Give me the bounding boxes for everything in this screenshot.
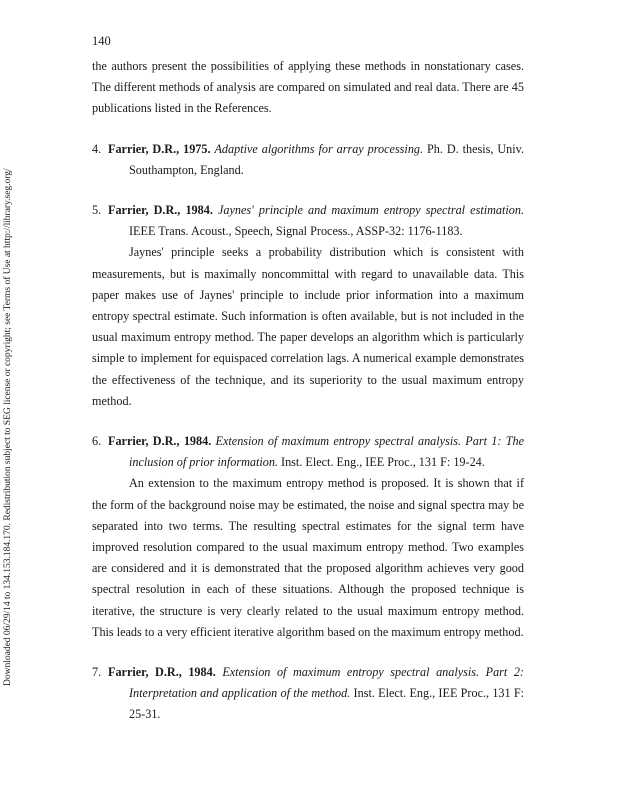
reference-source: IEEE Trans. Acoust., Speech, Signal Process., ASSP-32: 1176-1183. xyxy=(129,224,463,239)
reference-source: Inst. Elect. Eng., IEE Proc., 131 F: 25-31. xyxy=(129,686,525,722)
reference-source: Ph. D. thesis, Univ. Southampton, England. xyxy=(129,141,525,177)
reference-6-abstract: An extension to the maximum entropy method is proposed. It is shown that if the form of the background noise may be estimated, the noise and signal spectra may be separated into two terms. The resulting spectral estimates for the signal term have improved resolution compared to the usual maximum entropy method. Two examples are considered and it is demonstrated that the proposed algorithm achieves very good spectral resolution in each of these situations. Although the proposed technique is iterative, the structure is very clearly related to the usual maximum entropy method. This leads to a very efficient iterative algorithm based on the maximum entropy method. xyxy=(92,476,524,639)
reference-number: 5. xyxy=(92,203,102,218)
reference-5-abstract: Jaynes' principle seeks a probability distribution which is consistent with measurements, but is maximally noncommittal with regard to unavailable data. This paper makes use of Jaynes' principle to include prior information into a maximum entropy spectral estimate. Such information is often available, but is not included in the usual maximum entropy method. The paper develops an algorithm which is particularly simple to implement for equispaced correlation lags. A numerical example demonstrates the effectiveness of the technique, and its superiority to the usual maximum entropy method. xyxy=(92,245,524,408)
reference-source: Inst. Elect. Eng., IEE Proc., 131 F: 19-24. xyxy=(281,455,485,470)
reference-title: Extension of maximum entropy spectral analysis. Part 2: Interpretation and application of the method. xyxy=(129,665,524,701)
reference-author: Farrier, D.R., 1984. xyxy=(108,665,216,680)
reference-author: Farrier, D.R., 1984. xyxy=(108,434,212,449)
reference-7 xyxy=(92,662,524,726)
reference-title: Extension of maximum entropy spectral analysis. Part 1: The inclusion of prior information. xyxy=(129,434,524,470)
download-notice: Downloaded 06/29/14 to 134.153.184.170. Redistribution subject to SEG license or copyright; see Terms of Use at http://library.seg.org/ xyxy=(2,168,13,686)
reference-author: Farrier, D.R., 1984. xyxy=(108,203,213,218)
intro-paragraph: the authors present the possibilities of applying these methods in nonstationary cases. The different methods of analysis are compared on simulated and real data. There are 45 publications listed in the References. xyxy=(92,59,524,116)
reference-title: Adaptive algorithms for array processing. xyxy=(214,141,424,156)
page-number: 140 xyxy=(92,34,111,48)
reference-4 xyxy=(92,139,524,181)
reference-number: 6. xyxy=(92,434,102,449)
page-body xyxy=(92,56,524,726)
reference-title: Jaynes' principle and maximum entropy spectral estimation. xyxy=(218,203,525,218)
reference-author: Farrier, D.R., 1975. xyxy=(108,141,211,156)
reference-number: 7. xyxy=(92,665,102,680)
reference-6 xyxy=(92,431,524,473)
reference-5 xyxy=(92,200,524,242)
reference-number: 4. xyxy=(92,141,102,156)
